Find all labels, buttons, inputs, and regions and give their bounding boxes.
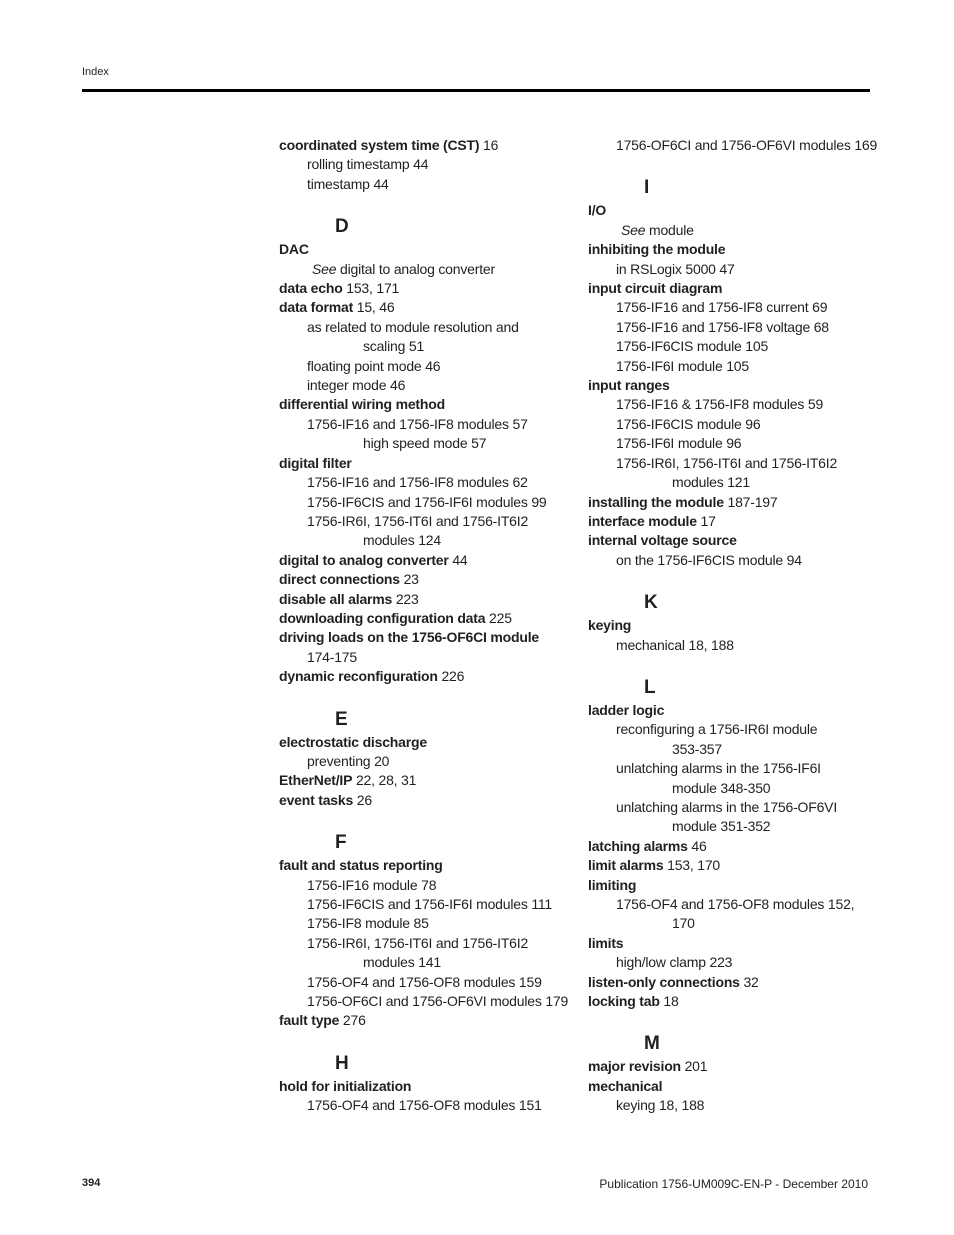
index-subentry: 1756-OF4 and 1756-OF8 modules 151: [307, 1097, 542, 1114]
index-term: limiting: [588, 876, 637, 893]
index-subentry: 1756-IR6I, 1756-IT6I and 1756-IT6I2: [307, 512, 529, 529]
index-see-reference: [279, 260, 579, 279]
index-subentry: 1756-IF6CIS and 1756-IF6I modules 111: [307, 896, 553, 912]
index-term: ladder logic: [588, 701, 665, 718]
index-pages: 32: [739, 973, 759, 990]
index-subentry: on the 1756-IF6CIS module 94: [616, 551, 802, 568]
index-subentry: 1756-IF6I module 96: [616, 435, 742, 452]
index-letter-heading: L: [644, 676, 656, 698]
index-term: driving loads on the 1756-OF6CI module: [279, 629, 539, 646]
index-pages: 16: [479, 137, 499, 153]
index-entry: [279, 551, 579, 570]
index-subentry: 1756-IF6I module 105: [616, 357, 749, 374]
index-term: listen-only connections: [588, 973, 740, 990]
index-entry: [588, 240, 878, 259]
index-term: event tasks: [279, 791, 354, 808]
index-term: digital filter: [279, 454, 352, 471]
index-subentry-continuation: 353-357: [672, 740, 722, 757]
index-entry: [588, 493, 878, 512]
index-entry: [588, 992, 878, 1011]
index-entry: [588, 876, 878, 895]
index-entry: [588, 512, 878, 531]
index-entry: [588, 837, 878, 856]
index-entry: [279, 240, 579, 259]
index-subentry: mechanical 18, 188: [616, 636, 734, 653]
index-letter-heading: E: [335, 708, 348, 730]
index-term: data format: [279, 299, 354, 316]
index-subentry: 1756-IF8 module 85: [307, 915, 429, 932]
index-term: differential wiring method: [279, 396, 445, 413]
index-entry: [279, 570, 579, 589]
index-subentry: 1756-OF6CI and 1756-OF6VI modules 169: [616, 137, 878, 153]
header-rule: [82, 89, 870, 92]
index-entry: [588, 531, 878, 550]
index-subentry: unlatching alarms in the 1756-IF6I: [616, 760, 821, 777]
index-pages: 22, 28, 31: [352, 772, 417, 789]
publication-id: Publication 1756-UM009C-EN-P - December 2010: [599, 1177, 868, 1191]
index-pages: 223: [392, 590, 419, 607]
index-subentry: 1756-IF16 and 1756-IF8 modules 57: [307, 415, 528, 432]
index-letter-heading: I: [644, 177, 650, 199]
index-subentry: 1756-IF6CIS module 96: [616, 415, 761, 432]
index-see-reference: [588, 221, 878, 240]
index-entry: [588, 973, 878, 992]
index-pages: 18: [659, 993, 679, 1010]
index-subentry-continuation: 170: [672, 915, 695, 932]
index-term: coordinated system time (CST): [279, 137, 480, 153]
index-term: inhibiting the module: [588, 241, 726, 258]
index-subentry: 1756-IF16 and 1756-IF8 voltage 68: [616, 318, 829, 335]
index-term: internal voltage source: [588, 532, 737, 549]
index-subentry: 1756-IF16 & 1756-IF8 modules 59: [616, 396, 824, 413]
index-entry: [279, 791, 579, 810]
index-entry: [279, 856, 579, 875]
index-term: installing the module: [588, 493, 724, 510]
index-entry: [279, 733, 579, 752]
see-target: digital to analog converter: [336, 260, 495, 277]
index-term: interface module: [588, 512, 697, 529]
index-term: major revision: [588, 1058, 681, 1075]
index-term: downloading configuration data: [279, 609, 486, 626]
index-pages: 201: [680, 1058, 708, 1075]
index-subentry-continuation: module 351-352: [672, 818, 771, 835]
index-subentry: unlatching alarms in the 1756-OF6VI: [616, 798, 838, 815]
index-letter-heading: F: [335, 832, 347, 854]
see-label: See: [621, 221, 646, 238]
index-letter-heading: K: [644, 592, 658, 614]
index-subentry: 1756-OF6CI and 1756-OF6VI modules 179: [307, 993, 569, 1010]
index-subentry: reconfiguring a 1756-IR6I module: [616, 721, 818, 738]
index-entry: [279, 298, 579, 317]
index-entry: [279, 771, 579, 790]
index-subentry-continuation: modules 141: [363, 954, 441, 971]
index-subentry: 1756-IR6I, 1756-IT6I and 1756-IT6I2: [307, 934, 529, 951]
index-entry: [588, 934, 878, 953]
index-subentry-continuation: module 348-350: [672, 779, 771, 796]
index-subentry: 1756-IF6CIS module 105: [616, 338, 769, 355]
index-subentry: 174-175: [307, 648, 357, 665]
index-letter-heading: M: [644, 1033, 660, 1055]
index-entry: [588, 279, 878, 298]
index-subentry: integer mode 46: [307, 377, 406, 394]
see-target: module: [645, 221, 694, 238]
index-entry: [279, 279, 579, 298]
index-term: electrostatic discharge: [279, 733, 427, 750]
index-pages: 187-197: [723, 493, 778, 510]
index-entry: [279, 590, 579, 609]
index-pages: 46: [687, 837, 707, 854]
index-entry: [588, 1077, 878, 1096]
index-term: fault and status reporting: [279, 857, 443, 874]
index-term: direct connections: [279, 571, 400, 588]
index-pages: 15, 46: [353, 299, 395, 316]
index-subentry-continuation: modules 121: [672, 474, 750, 491]
index-term: hold for initialization: [279, 1077, 412, 1094]
index-entry: [279, 609, 579, 628]
index-term: mechanical: [588, 1077, 663, 1094]
index-subentry: in RSLogix 5000 47: [616, 260, 735, 277]
index-term: limits: [588, 934, 624, 951]
index-letter-heading: D: [335, 216, 349, 238]
index-pages: 17: [696, 512, 716, 529]
index-entry: [279, 628, 579, 647]
index-term: I/O: [588, 202, 607, 219]
index-subentry: 1756-IF6CIS and 1756-IF6I modules 99: [307, 493, 547, 510]
index-pages: 44: [448, 551, 468, 568]
index-subentry: 1756-OF4 and 1756-OF8 modules 159: [307, 973, 542, 990]
index-term: fault type: [279, 1012, 340, 1029]
index-subentry-continuation: modules 124: [363, 532, 441, 549]
index-entry: [588, 376, 878, 395]
index-term: input circuit diagram: [588, 280, 723, 297]
see-label: See: [312, 260, 337, 277]
index-term: data echo: [279, 280, 343, 297]
index-term: input ranges: [588, 377, 670, 394]
index-column-left: [279, 136, 579, 1116]
index-term: EtherNet/IP: [279, 772, 353, 789]
index-subentry: 1756-IF16 and 1756-IF8 modules 62: [307, 474, 528, 491]
index-subentry: high/low clamp 223: [616, 954, 733, 971]
index-entry: [588, 201, 878, 220]
index-pages: 153, 171: [342, 280, 400, 297]
index-entry: [588, 856, 878, 875]
index-entry: [279, 1077, 579, 1096]
index-entry: [279, 395, 579, 414]
index-term: latching alarms: [588, 837, 688, 854]
index-term: locking tab: [588, 993, 660, 1010]
running-header: Index: [82, 66, 109, 78]
index-term: digital to analog converter: [279, 551, 449, 568]
index-pages: 153, 170: [663, 857, 721, 874]
index-entry: [588, 701, 878, 720]
page-number: 394: [82, 1177, 101, 1189]
index-subentry: floating point mode 46: [307, 357, 441, 374]
index-subentry: 1756-IF16 and 1756-IF8 current 69: [616, 299, 828, 316]
index-pages: 276: [339, 1012, 366, 1029]
index-pages: 225: [485, 609, 512, 626]
index-subentry: rolling timestamp 44: [307, 156, 429, 173]
index-subentry: preventing 20: [307, 752, 390, 769]
index-entry: [279, 667, 579, 686]
index-term: keying: [588, 617, 632, 634]
index-pages: 23: [399, 571, 419, 588]
index-pages: 26: [353, 791, 372, 808]
index-column-right: [588, 136, 878, 1116]
index-subentry-continuation: high speed mode 57: [363, 435, 487, 452]
index-entry: [588, 1057, 878, 1076]
index-term: dynamic reconfiguration: [279, 668, 438, 685]
index-subentry: keying 18, 188: [616, 1097, 705, 1114]
index-term: DAC: [279, 241, 309, 258]
index-entry: [588, 616, 878, 635]
index-subentry: as related to module resolution and: [307, 318, 519, 335]
index-entry: [279, 454, 579, 473]
index-subentry: 1756-OF4 and 1756-OF8 modules 152,: [616, 896, 855, 912]
index-entry: [279, 1011, 579, 1030]
index-term: limit alarms: [588, 857, 664, 874]
index-letter-heading: H: [335, 1052, 349, 1074]
index-subentry: 1756-IF16 module 78: [307, 876, 437, 893]
index-subentry: timestamp 44: [307, 175, 389, 192]
index-subentry: 1756-IR6I, 1756-IT6I and 1756-IT6I2: [616, 454, 838, 471]
index-subentry-continuation: scaling 51: [363, 338, 425, 355]
index-entry: [279, 136, 579, 155]
index-pages: 226: [437, 668, 465, 685]
index-term: disable all alarms: [279, 590, 393, 607]
